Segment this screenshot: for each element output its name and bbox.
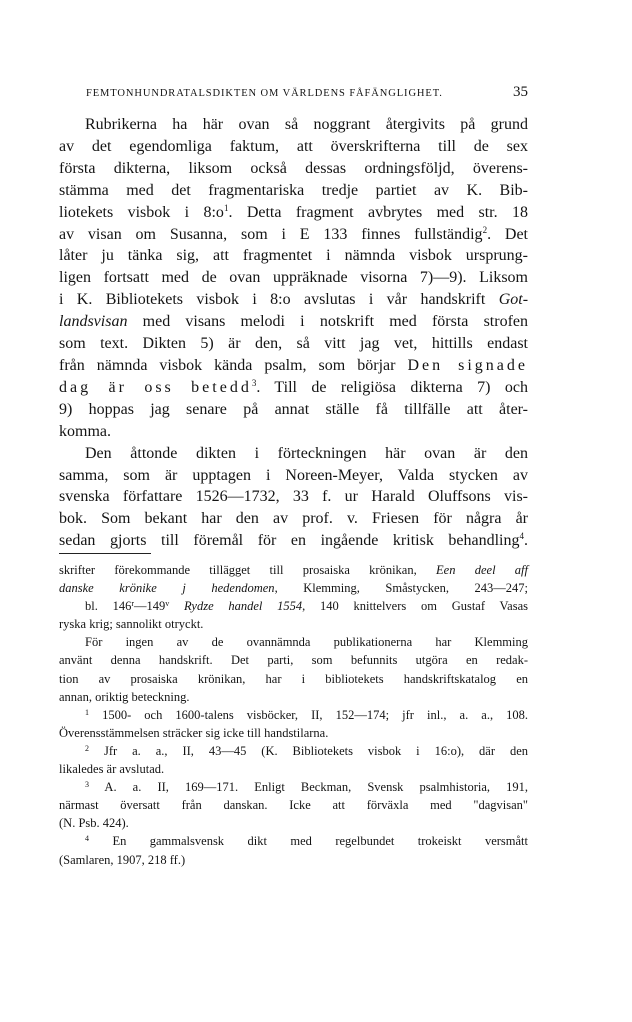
footnote-marker: 1 <box>85 707 89 717</box>
running-head: FEMTONHUNDRATALSDIKTEN OM VÄRLDENS FÅFÄNGLIGHET. <box>86 88 443 99</box>
spaced-quote: dag är oss betedd <box>59 378 252 396</box>
footnote-line: ryska krig; sannolikt otryckt. <box>59 617 204 632</box>
italic-title: Een deel aff <box>436 563 529 577</box>
body-line: 9) hoppas jag senare på annat ställe få tillfälle att åter- <box>59 400 528 418</box>
footnote-line: (N. Psb. 424). <box>59 816 129 831</box>
superscript: r <box>131 599 135 609</box>
footnote-line: (Samlaren, 1907, 218 ff.) <box>59 852 186 867</box>
body-line: svenska författare 1526—1732, 33 f. ur Harald Oluffsons vis- <box>59 488 528 506</box>
footnote-line: $^3$ A. a. II, 169—171. Enligt Beckman, Svensk psalmhistoria, 191, <box>85 780 528 795</box>
body-line: samma, som är upptagen i Noreen-Meyer, Valda stycken av <box>59 466 528 484</box>
footnote-ref: 3 <box>251 377 257 388</box>
body-line: i K. Bibliotekets visbok i 8:o avslutas i vår handskrift Got- <box>59 291 529 309</box>
body-line: som text. Dikten 5) är den, så vitt jag vet, hittills endast <box>59 335 528 353</box>
footnote-line: bl. 146$^r$—149$^v$ Rydze handel 1554, 140 knittelvers om Gustaf Vasas <box>85 599 529 614</box>
page-header <box>86 84 528 104</box>
footnote-line: $^1$ 1500- och 1600-talens visböcker, II, 152—174; jfr inl., a. a., 108. <box>85 707 529 722</box>
footnote-line: likaledes är avslutad. <box>59 762 165 777</box>
body-line: från nämnda visbok kända psalm, som börjar Den signade <box>59 356 529 374</box>
footnote-line: närmast översatt från danskan. Icke att förväxla med "dagvisan" <box>59 798 528 813</box>
footnote-divider <box>59 553 151 554</box>
italic-title: Rydze handel 1554 <box>184 599 303 614</box>
superscript: v <box>165 599 170 609</box>
footnote-marker: 3 <box>85 780 89 790</box>
italic-title: landsvisan <box>59 313 128 331</box>
body-line: komma. <box>59 422 111 440</box>
spaced-quote: Den signade <box>407 356 529 374</box>
body-line: av det egendomliga faktum, att överskrifterna till de sex <box>59 137 528 155</box>
body-line: dag är oss betedd$^3$. Till de religiösa dikterna 7) och <box>59 377 528 396</box>
footnote-ref: 2 <box>482 224 488 235</box>
body-line: bok. Som bekant har den av prof. v. Friesen för några år <box>59 510 528 528</box>
body-line: stämma med det fragmentariska tredje partiet av K. Bib- <box>59 181 528 199</box>
footnote-line: danske krönike j hedendomen, Klemming, Småstycken, 243—247; <box>59 581 528 596</box>
italic-title: danske krönike j hedendomen <box>59 581 275 596</box>
footnote-line: För ingen av de ovannämnda publikationerna har Klemming <box>85 635 528 650</box>
footnote-marker: 4 <box>85 834 89 844</box>
body-text <box>59 114 528 552</box>
footnote-ref: 1 <box>223 202 229 213</box>
footnote-line: använt denna handskrift. Det parti, som befunnits utgöra en redak- <box>59 653 528 668</box>
body-line: låter ju tänka sig, att fragmentet i nämnda visbok ursprung- <box>59 247 528 265</box>
page-number: 35 <box>513 84 528 100</box>
footnote-line: Överensstämmelsen sträcker sig icke till handstilarna. <box>59 725 329 740</box>
footnote-line: $^2$ Jfr a. a., II, 43—45 (K. Bibliotekets visbok i 16:o), där den <box>85 743 529 758</box>
italic-title: Got- <box>498 291 529 309</box>
footnote-line: annan, oriktig beteckning. <box>59 689 190 704</box>
body-line: liotekets visbok i $8:o^1$. Detta fragment avbrytes med str. 18 <box>59 202 529 221</box>
body-line: sedan gjorts till föremål för en ingående kritisk behandling$^4$. <box>59 531 528 550</box>
body-line: första dikterna, liksom också dessas ordningsföljd, överens- <box>59 159 528 177</box>
footnote-line: tion av prosaiska krönikan, har i bibliotekets handskriftskatalog en <box>59 671 528 686</box>
footnote-ref: 4 <box>519 531 524 542</box>
body-line: ligen fortsatt med de ovan uppräknade visorna 7)—9). Liksom <box>59 269 528 287</box>
body-line: Den åttonde dikten i förteckningen här ovan är den <box>85 444 528 462</box>
body-line: landsvisan med visans melodi i notskrift med första strofen <box>59 313 528 331</box>
body-line: Rubrikerna ha här ovan så noggrant återgivits på grund <box>85 116 528 133</box>
body-line: av visan om Susanna, som i E 133 finnes fullständig$^2$. Det <box>59 224 528 243</box>
footnote-marker: 2 <box>85 743 89 753</box>
footnotes <box>59 561 528 869</box>
footnote-line: $^4$ En gammalsvensk dikt med regelbundet trokeiskt versmått <box>85 834 528 849</box>
footnote-line: skrifter förekommande tillägget till prosaiska krönikan, Een deel aff <box>59 563 529 577</box>
